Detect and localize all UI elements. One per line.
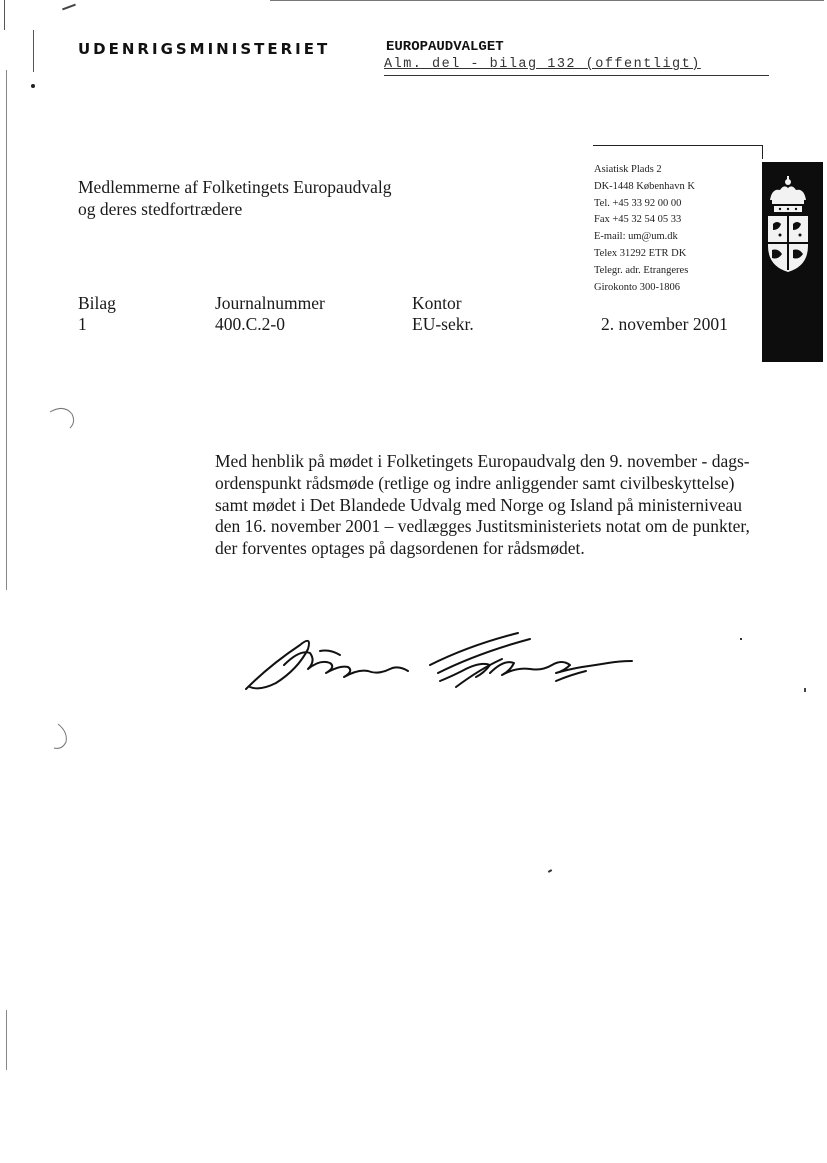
ministry-name: UDENRIGSMINISTERIET [78,40,331,58]
bilag-value: 1 [78,314,87,334]
scan-speck [548,869,552,873]
letter-body [215,451,761,560]
ministry-address [594,162,695,296]
scan-speck [740,638,742,640]
stamp-rule [384,75,769,76]
scan-edge-line-bottom [6,1010,7,1070]
crown-shield-icon [762,162,823,362]
address-giro: Girokonto 300-1806 [594,281,681,293]
body-line-3: samt mødet i Det Blandede Udvalg med Norge og Island på ministerniveau [215,494,742,515]
journal-label: Journalnummer [215,293,325,313]
address-phone: Tel. +45 33 92 00 00 [594,197,682,209]
handwritten-signature [240,625,640,695]
address-rule [593,145,763,146]
body-line-5: der forventes optages på dagsordenen for rådsmødet. [215,538,585,559]
stamp-reference: Alm. del - bilag 132 (offentligt) [384,57,701,72]
top-page-rule [270,0,824,1]
office-label: Kontor [412,293,462,313]
scan-dot-mark [31,84,35,88]
body-line-2: ordenspunkt rådsmøde (retlige og indre anliggender samt civilbeskyttelse) [215,472,735,493]
bilag-label: Bilag [78,293,116,313]
body-line-1: Med henblik på mødet i Folketingets Europaudvalg den 9. november - dags- [215,451,750,471]
recipient-block [78,176,391,220]
address-telegram: Telegr. adr. Etrangeres [594,264,689,276]
address-email: E-mail: um@um.dk [594,231,678,243]
stamp-title: EUROPAUDVALGET [386,39,504,55]
address-postal: DK-1448 København K [594,180,695,192]
scan-edge-line-left [6,70,7,590]
punch-hole-mark-lower [50,722,76,752]
address-rule-end [762,145,763,159]
recipient-line-2: og deres stedfortrædere [78,199,243,219]
royal-crest-bar [762,162,823,362]
address-telex: Telex 31292 ETR DK [594,247,687,259]
address-street: Asiatisk Plads 2 [594,164,662,175]
scan-speck [62,4,76,11]
scan-edge-line-top [4,0,5,30]
body-line-4: den 16. november 2001 – vedlægges Justitsministeriets notat om de punkter, [215,516,750,537]
address-fax: Fax +45 32 54 05 33 [594,214,682,226]
recipient-line-1: Medlemmerne af Folketingets Europaudvalg [78,177,392,197]
scan-edge-line-upper [33,30,34,72]
scan-speck [804,688,806,692]
journal-value: 400.C.2-0 [215,314,285,334]
punch-hole-mark-upper [46,404,80,430]
letter-date: 2. november 2001 [601,314,728,334]
office-value: EU-sekr. [412,314,474,334]
